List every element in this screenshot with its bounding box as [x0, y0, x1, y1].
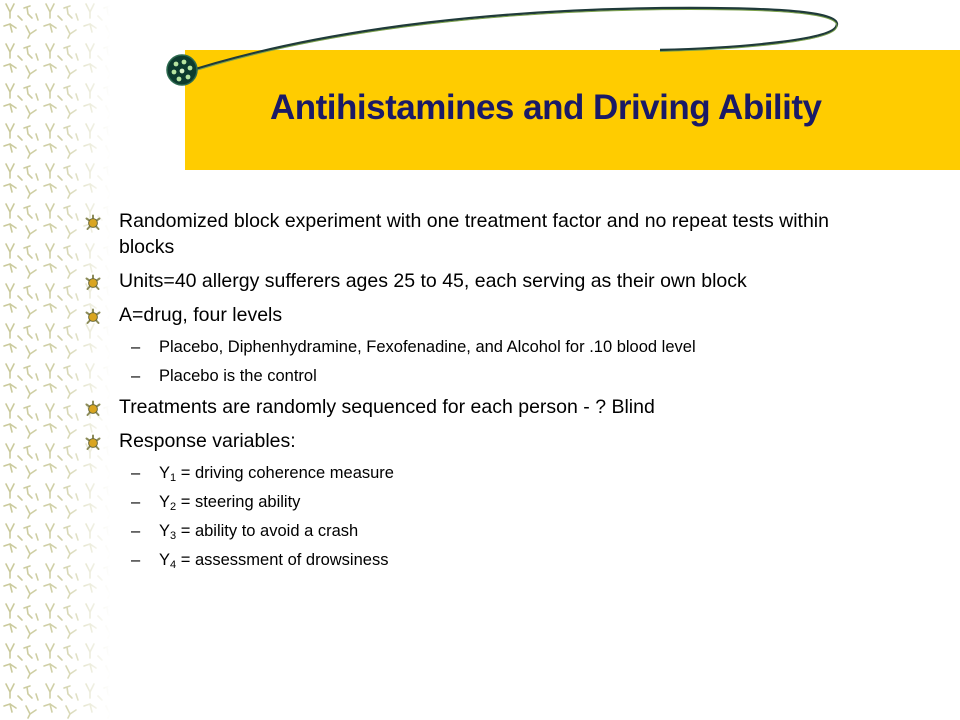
bullet-text: Randomized block experiment with one treatment factor and no repeat tests within blocks: [119, 210, 829, 258]
list-item: [80, 428, 850, 454]
sub-list-item: [80, 462, 850, 484]
bullet-text: Treatments are randomly sequenced for each person - ? Blind: [119, 396, 655, 418]
flower-bullet-icon: [84, 400, 102, 418]
response-subscript: 1: [170, 472, 177, 484]
flower-bullet-icon: [84, 434, 102, 452]
response-var: Y: [159, 551, 171, 569]
dash-marker: –: [131, 464, 141, 482]
dash-marker: –: [131, 551, 141, 569]
flower-bullet-icon: [84, 308, 102, 326]
response-var: Y: [159, 522, 171, 540]
sub-list-item: [80, 365, 850, 387]
response-subscript: 4: [170, 559, 177, 571]
bullet-text: A=drug, four levels: [119, 304, 283, 326]
list-item: [80, 268, 850, 294]
response-var: Y: [159, 464, 171, 482]
dash-marker: –: [131, 338, 141, 356]
bullet-list: [80, 208, 850, 578]
molecule-ball-icon: [167, 55, 197, 85]
sub-text: = driving coherence measure: [176, 464, 394, 482]
dash-marker: –: [131, 493, 141, 511]
response-subscript: 2: [170, 501, 177, 513]
page-title: Antihistamines and Driving Ability: [270, 88, 822, 127]
list-item: [80, 394, 850, 420]
response-var: Y: [159, 493, 171, 511]
sub-text: = assessment of drowsiness: [176, 551, 389, 569]
bullet-text: Units=40 allergy sufferers ages 25 to 45, each serving as their own block: [119, 270, 747, 292]
sub-text: Placebo, Diphenhydramine, Fexofenadine, and Alcohol for .10 blood level: [159, 338, 696, 356]
dash-marker: –: [131, 367, 141, 385]
sub-text: Placebo is the control: [159, 367, 317, 385]
sub-list-item: [80, 549, 850, 571]
sub-list-item: [80, 336, 850, 358]
dash-marker: –: [131, 522, 141, 540]
flower-bullet-icon: [84, 214, 102, 232]
flower-bullet-icon: [84, 274, 102, 292]
sub-list-item: [80, 491, 850, 513]
bullet-text: Response variables:: [119, 430, 296, 452]
list-item: [80, 302, 850, 328]
sub-text: = steering ability: [176, 493, 301, 511]
list-item: [80, 208, 850, 260]
response-subscript: 3: [170, 530, 177, 542]
sub-text: = ability to avoid a crash: [176, 522, 359, 540]
sub-list-item: [80, 520, 850, 542]
